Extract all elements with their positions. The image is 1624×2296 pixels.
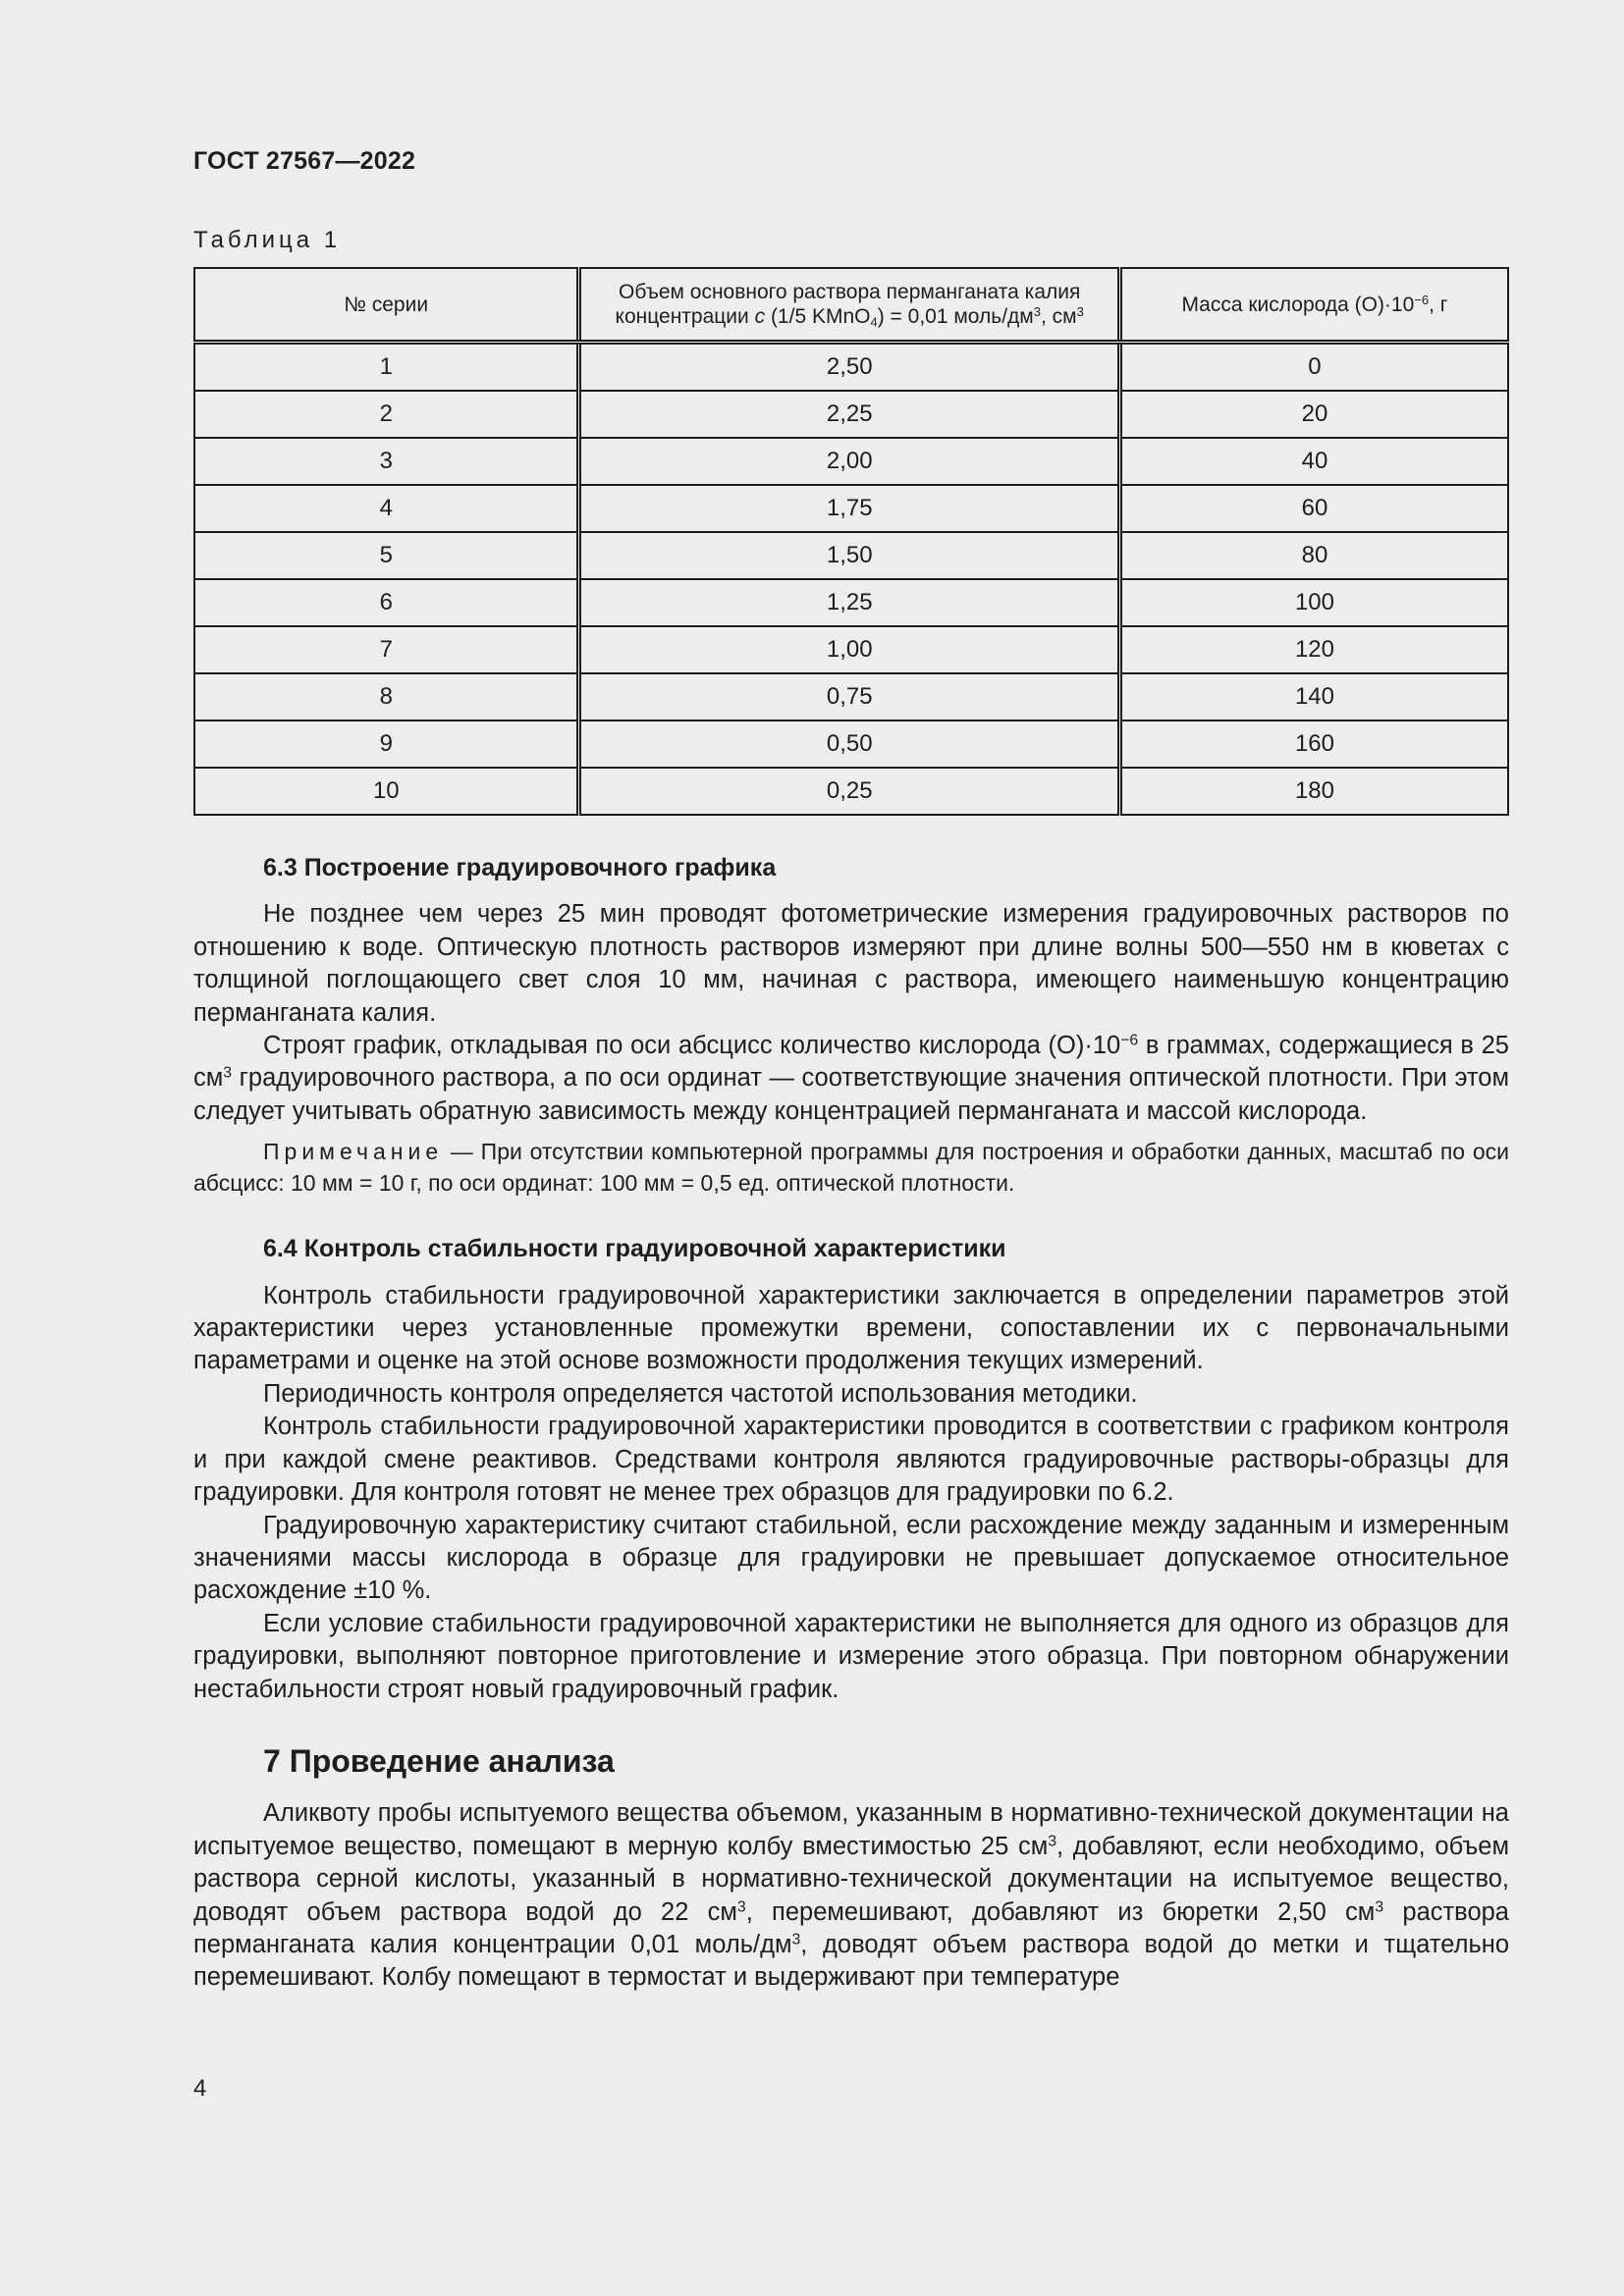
section-6-4-paragraph-4: Градуировочную характеристику считают стабильной, если расхождение между заданным и измеренным значениями массы кислорода в образце для градуировки не превышает допускаемое относительное расхождение ±10 %. bbox=[193, 1511, 1509, 1605]
section-6-4-paragraph-2: Периодичность контроля определяется частотой использования методики. bbox=[263, 1379, 1138, 1408]
cell-oxygen-mass: 20 bbox=[1119, 391, 1508, 438]
section-7-paragraph-1 bbox=[193, 1797, 1509, 1994]
cell-oxygen-mass: 60 bbox=[1119, 485, 1508, 532]
s7-p1-sup2: 3 bbox=[736, 1897, 746, 1915]
page-number: 4 bbox=[193, 2075, 207, 2102]
column-header-volume-c: c bbox=[754, 305, 766, 328]
s7-p1-d: раствора перманганата калия концентрации 0,01 моль/дм bbox=[193, 1897, 1509, 1958]
section-6-4-paragraph-3: Контроль стабильности градуировочной характеристики проводится в соответствии с графиком контроля и при каждой смене реактивов. Средствами контроля являются градуировочные растворы-образцы для градуировки. Для контроля готовят не менее трех образцов для градуировки по 6.2. bbox=[193, 1413, 1509, 1507]
s7-p1-b: , добавляют, если необходимо, объем раствора серной кислоты, указанный в нормативно-технической документации на испытуемое вещество, доводят объем раствора водой до 22 см bbox=[193, 1832, 1509, 1926]
column-header-volume-sub: 4 bbox=[870, 314, 878, 330]
column-header-volume-mid: (1/5 KMnO bbox=[765, 305, 871, 328]
document-code-header: ГОСТ 27567—2022 bbox=[193, 147, 416, 175]
calibration-table bbox=[193, 267, 1509, 816]
column-header-series: № серии bbox=[194, 268, 579, 343]
cell-volume: 1,75 bbox=[579, 485, 1119, 532]
cell-volume: 0,25 bbox=[579, 768, 1119, 815]
s7-p1-sup1: 3 bbox=[1048, 1833, 1057, 1850]
cell-oxygen-mass: 140 bbox=[1119, 673, 1508, 721]
section-7-heading: 7 Проведение анализа bbox=[263, 1742, 615, 1779]
table-row bbox=[194, 626, 1508, 673]
column-header-volume-pre: концентрации bbox=[615, 305, 755, 328]
s63-p2-a: Строят график, откладывая по оси абсцисс количество кислорода (O)·10 bbox=[263, 1032, 1121, 1060]
column-header-oxygen-mass bbox=[1119, 268, 1508, 343]
column-header-mass-sup: −6 bbox=[1414, 292, 1430, 307]
cell-series: 5 bbox=[194, 532, 579, 579]
cell-series: 3 bbox=[194, 438, 579, 485]
cell-volume: 1,50 bbox=[579, 532, 1119, 579]
table-body bbox=[194, 343, 1508, 816]
cell-series: 2 bbox=[194, 391, 579, 438]
s63-p2-sup2: 3 bbox=[223, 1064, 233, 1082]
section-6-4-paragraph-5: Если условие стабильности градуировочной характеристики не выполняется для одного из образцов для градуировки, выполняют повторное приготовление и измерение этого образца. При повторном обнаружении нестабильности строят новый градуировочный график. bbox=[193, 1609, 1509, 1703]
s63-p2-sup1: −6 bbox=[1120, 1032, 1139, 1049]
table-row bbox=[194, 391, 1508, 438]
column-header-mass-post: , г bbox=[1429, 293, 1448, 316]
cell-volume: 2,00 bbox=[579, 438, 1119, 485]
section-6-4-paragraph-1: Контроль стабильности градуировочной характеристики заключается в определении параметров этой характеристики через установленные промежутки времени, сопоставлении их с первоначальными параметрами и оценке на этой основе возможности продолжения текущих измерений. bbox=[193, 1281, 1509, 1375]
table-header-row bbox=[194, 268, 1508, 343]
cell-volume: 1,25 bbox=[579, 579, 1119, 626]
cell-volume: 2,25 bbox=[579, 391, 1119, 438]
column-header-volume-sup: 3 bbox=[1033, 303, 1041, 319]
s7-p1-c: , перемешивают, добавляют из бюретки 2,50 см bbox=[745, 1897, 1376, 1926]
body-text bbox=[193, 852, 1509, 1995]
cell-volume: 1,00 bbox=[579, 626, 1119, 673]
table-row bbox=[194, 532, 1508, 579]
s7-p1-sup4: 3 bbox=[791, 1931, 801, 1949]
s7-p1-sup3: 3 bbox=[1375, 1897, 1384, 1915]
cell-oxygen-mass: 120 bbox=[1119, 626, 1508, 673]
column-header-mass-pre: Масса кислорода (O)·10 bbox=[1181, 293, 1415, 316]
table-row bbox=[194, 768, 1508, 815]
table-row bbox=[194, 485, 1508, 532]
table-row bbox=[194, 343, 1508, 392]
cell-series: 4 bbox=[194, 485, 579, 532]
column-header-volume-end: , см bbox=[1041, 305, 1077, 328]
cell-oxygen-mass: 80 bbox=[1119, 532, 1508, 579]
cell-oxygen-mass: 180 bbox=[1119, 768, 1508, 815]
cell-oxygen-mass: 0 bbox=[1119, 343, 1508, 392]
section-6-3-paragraph-1: Не позднее чем через 25 мин проводят фотометрические измерения градуировочных растворов по отношению к воде. Оптическую плотность растворов измеряют при длине волны 500—550 нм в кюветах с толщиной поглощающего свет слоя 10 мм, начиная с раствора, имеющего наименьшую концентрацию перманганата калия. bbox=[193, 900, 1509, 1027]
column-header-volume-line1: Объем основного раствора перманганата калия bbox=[619, 281, 1081, 303]
s7-p1-e: , доводят объем раствора водой до метки и тщательно перемешивают. Колбу помещают в термостат и выдерживают при температуре bbox=[193, 1930, 1509, 1992]
cell-oxygen-mass: 160 bbox=[1119, 721, 1508, 768]
cell-volume: 2,50 bbox=[579, 343, 1119, 392]
table-caption: Таблица 1 bbox=[193, 227, 342, 253]
cell-series: 6 bbox=[194, 579, 579, 626]
cell-series: 7 bbox=[194, 626, 579, 673]
column-header-volume-post: ) = 0,01 моль/дм bbox=[877, 305, 1034, 328]
cell-series: 1 bbox=[194, 343, 579, 392]
table-row bbox=[194, 579, 1508, 626]
cell-series: 8 bbox=[194, 673, 579, 721]
s7-p1-a: Аликвоту пробы испытуемого вещества объемом, указанным в нормативно-технической документации на испытуемое вещество, помещают в мерную колбу вместимостью 25 см bbox=[193, 1799, 1509, 1860]
cell-oxygen-mass: 100 bbox=[1119, 579, 1508, 626]
table-row bbox=[194, 721, 1508, 768]
cell-volume: 0,75 bbox=[579, 673, 1119, 721]
section-6-3-paragraph-2 bbox=[193, 1030, 1509, 1128]
note-label: Примечание bbox=[263, 1139, 444, 1165]
section-6-3-heading: 6.3 Построение градуировочного графика bbox=[263, 854, 777, 881]
note-text: — При отсутствии компьютерной программы для построения и обработки данных, масштаб по оси абсцисс: 10 мм = 10 г, по оси ординат: 100 мм = 0,5 ед. оптической плотности. bbox=[193, 1139, 1509, 1197]
table-row bbox=[194, 438, 1508, 485]
column-header-volume bbox=[579, 268, 1119, 343]
s63-p2-b: в граммах, содержащиеся в 25 см bbox=[193, 1032, 1509, 1093]
column-header-volume-sup2: 3 bbox=[1076, 303, 1084, 319]
s63-p2-c: градуировочного раствора, а по оси ординат — соответствующие значения оптической плотности. При этом следует учитывать обратную зависимость между концентрацией перманганата и массой кислорода. bbox=[193, 1064, 1509, 1125]
section-6-3-note bbox=[193, 1136, 1509, 1199]
table-row bbox=[194, 673, 1508, 721]
cell-series: 10 bbox=[194, 768, 579, 815]
section-6-4-heading: 6.4 Контроль стабильности градуировочной характеристики bbox=[263, 1235, 1006, 1263]
cell-volume: 0,50 bbox=[579, 721, 1119, 768]
cell-series: 9 bbox=[194, 721, 579, 768]
cell-oxygen-mass: 40 bbox=[1119, 438, 1508, 485]
